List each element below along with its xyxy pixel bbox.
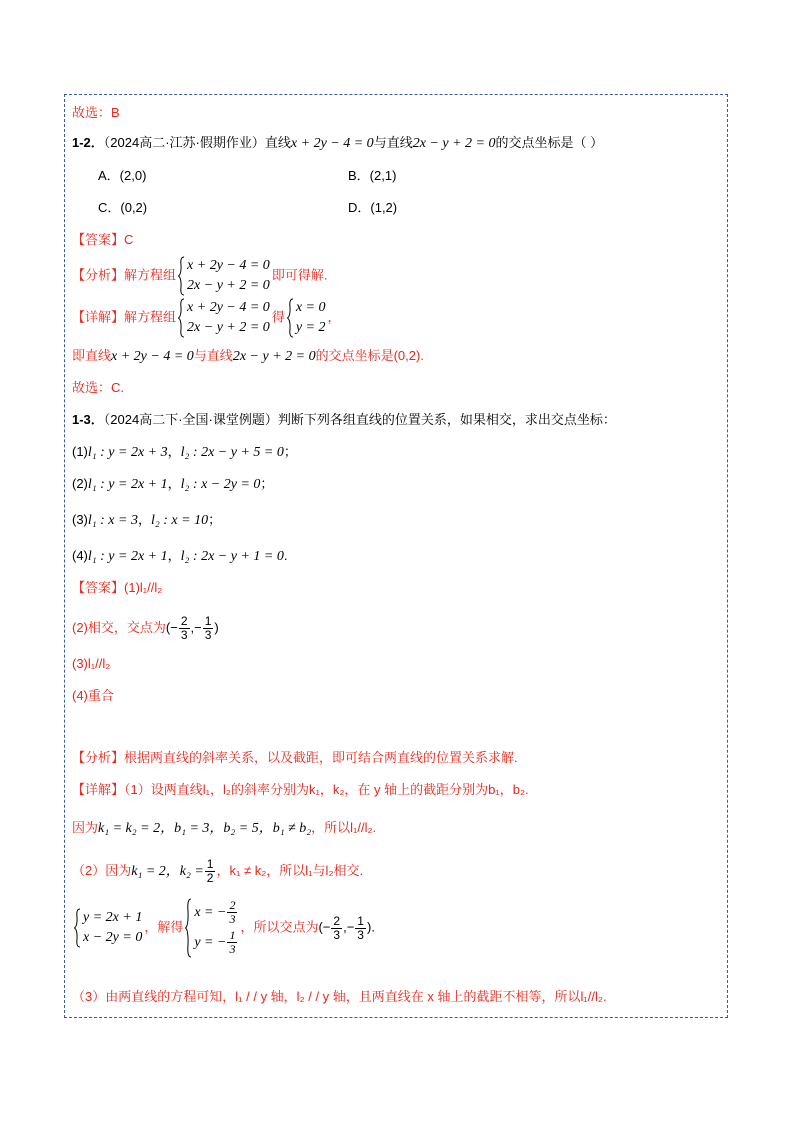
analysis-line: 【分析】根据两直线的斜率关系，以及截距，即可结合两直线的位置关系求解. xyxy=(72,750,518,765)
option-b: B．(2,1) xyxy=(348,168,397,183)
detail-part-3: （3）由两直线的方程可知，l₁ / / y 轴，l₂ / / y 轴，且两直线在 x 轴上的截距不相等，所以l₁//l₂. xyxy=(72,989,607,1004)
solution-system: x = − $\frac{2}{3}$ y = − $\frac{1}{3}$ xyxy=(185,898,238,958)
brace-icon xyxy=(185,898,192,958)
conclusion-line: 即直线x + 2y − 4 = 0与直线2x − y + 2 = 0的交点坐标是(0,2). xyxy=(72,348,424,364)
brace-icon xyxy=(287,298,294,338)
question-text: 与直线 xyxy=(373,135,413,150)
equation-2: 2x − y + 2 = 0 xyxy=(412,136,496,151)
question-source: （2024高二下·全国·课堂例题） xyxy=(103,412,278,427)
equation-1: x + 2y − 4 = 0 xyxy=(290,136,374,151)
question-source: （2024高二·江苏·假期作业） xyxy=(103,135,265,150)
final-choice-b: 故选：B xyxy=(72,105,120,120)
equation-system: x + 2y − 4 = 0 2x − y + 2 = 0 xyxy=(178,256,270,296)
sub-question-4: (4)l₁ : y = 2x + 1，l₂ : 2x − y + 1 = 0. xyxy=(72,548,288,564)
brace-icon xyxy=(178,256,185,296)
answer-2: (2)相交，交点为(− $\frac{2}{3}$ ,− $\frac{1}{3}$ ) xyxy=(72,614,219,642)
question-label: 1-3． xyxy=(72,412,104,427)
detail-line: 【详解】解方程组 x + 2y − 4 = 0 2x − y + 2 = 0 得 x = 0 y = 2 ， xyxy=(72,298,341,338)
question-text: 判断下列各组直线的位置关系，如果相交，求出交点坐标： xyxy=(277,412,616,427)
sub-question-3: (3)l₁ : x = 3，l₂ : x = 10； xyxy=(72,512,222,528)
sub-question-1: (1)l₁ : y = 2x + 3，l₂ : 2x − y + 5 = 0； xyxy=(72,444,297,460)
answer-3: (3)l₁//l₂ xyxy=(72,656,111,671)
answer-4: (4)重合 xyxy=(72,688,114,703)
equation-system: x + 2y − 4 = 0 2x − y + 2 = 0 xyxy=(178,298,270,338)
brace-icon xyxy=(74,908,81,948)
solution-system: x = 0 y = 2 xyxy=(287,298,326,338)
equation-system: y = 2x + 1 x − 2y = 0 xyxy=(74,908,142,948)
answer-line: 【答案】(1)l₁//l₂ xyxy=(72,580,163,595)
question-1-3 xyxy=(72,410,616,430)
question-text: 直线 xyxy=(264,135,291,150)
question-text: 的交点坐标是（ ） xyxy=(495,135,604,150)
final-choice-c: 故选：C. xyxy=(72,380,125,395)
option-c: C．(0,2) xyxy=(98,200,148,215)
sub-question-2: (2)l₁ : y = 2x + 1，l₂ : x − 2y = 0； xyxy=(72,476,274,492)
option-d: D．(1,2) xyxy=(348,200,398,215)
question-label: 1-2． xyxy=(72,135,104,150)
brace-icon xyxy=(178,298,185,338)
option-a: A．(2,0) xyxy=(98,168,147,183)
detail-part-2-solve: y = 2x + 1 x − 2y = 0 ，解得 x = − $\frac{2}{3}$ y = − $\frac{1}{3}$ ，所以交点为(− $\frac{2}{3}$ ,− $\frac{1}{3}$ ). xyxy=(72,898,375,958)
answer-line: 【答案】C xyxy=(72,232,134,247)
analysis-line: 【分析】解方程组 x + 2y − 4 = 0 2x − y + 2 = 0 即可得解. xyxy=(72,256,327,296)
detail-part-2: （2）因为k₁ = 2，k₂ = $\frac{1}{2}$ ，k₁ ≠ k₂，所以l₁与l₂相交. xyxy=(72,857,364,885)
question-1-2 xyxy=(72,133,603,154)
detail-line: 【详解】（1）设两直线l₁，l₂的斜率分别为k₁，k₂，在 y 轴上的截距分别为b₁，b₂. xyxy=(72,782,529,797)
detail-part-1b: 因为k₁ = k₂ = 2，b₁ = 3，b₂ = 5，b₁ ≠ b₂，所以l₁//l₂. xyxy=(72,820,377,836)
